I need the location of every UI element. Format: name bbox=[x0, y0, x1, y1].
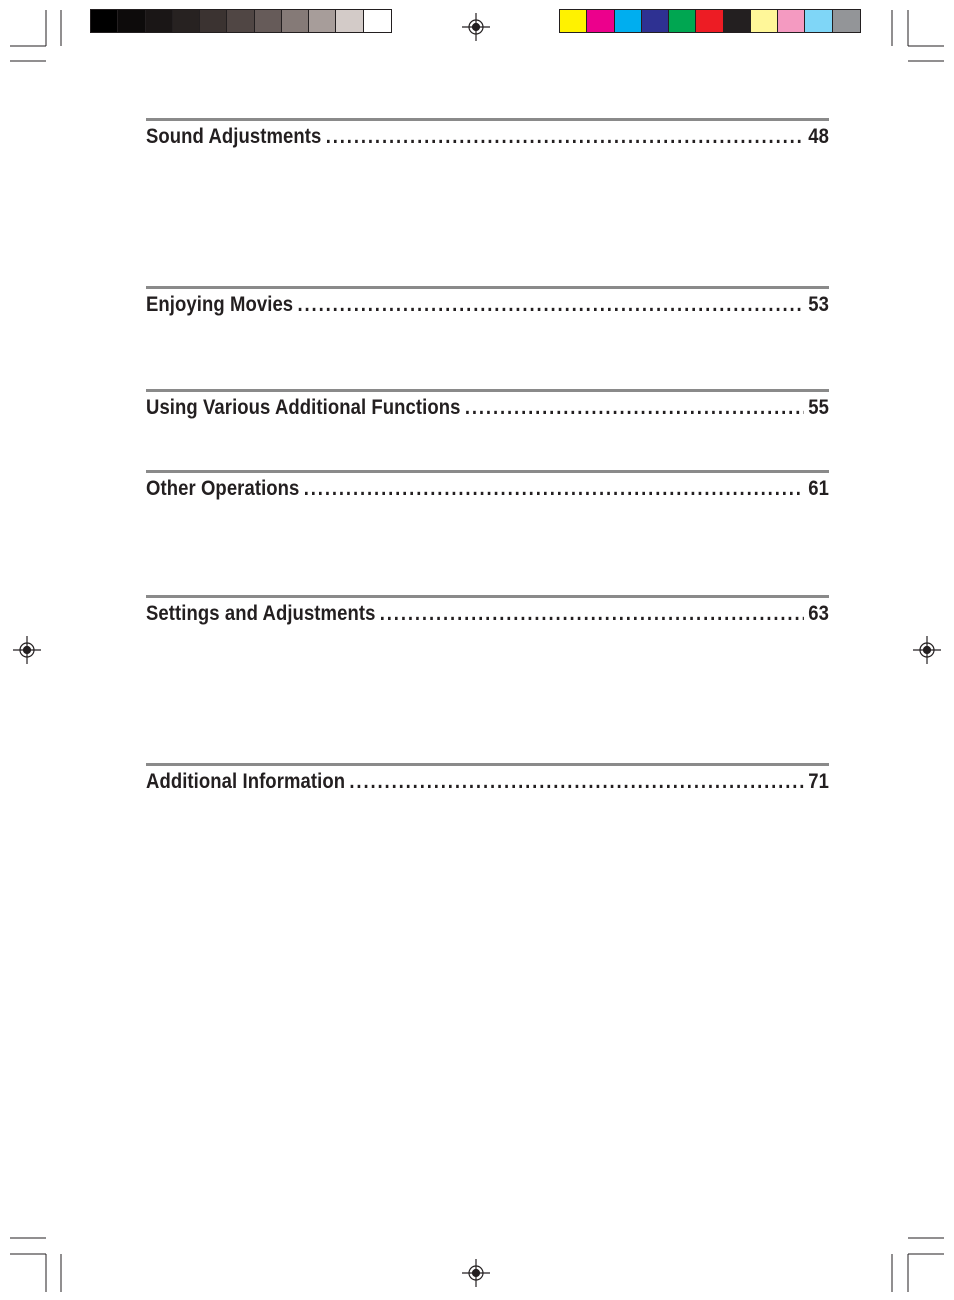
crop-marks bbox=[10, 10, 944, 1292]
registration-mark-bottom bbox=[462, 1259, 490, 1287]
section-rule bbox=[146, 286, 829, 289]
toc-entry-sound-adjustments[interactable] bbox=[146, 118, 829, 149]
gray-swatch bbox=[282, 10, 309, 32]
toc-entry-enjoying-movies[interactable] bbox=[146, 286, 829, 317]
toc-page-number: 63 bbox=[808, 601, 829, 625]
gray-swatch bbox=[118, 10, 145, 32]
section-rule bbox=[146, 389, 829, 392]
color-swatch bbox=[805, 10, 832, 32]
registration-mark-top bbox=[462, 13, 490, 41]
toc-page-number: 48 bbox=[808, 124, 829, 148]
gray-swatch bbox=[336, 10, 363, 32]
toc-entry-additional-information[interactable] bbox=[146, 763, 829, 794]
gray-swatch bbox=[227, 10, 254, 32]
toc-title: Settings and Adjustments bbox=[146, 601, 376, 625]
toc-page-number: 55 bbox=[808, 395, 829, 419]
gray-swatch bbox=[91, 10, 118, 32]
color-swatch bbox=[833, 10, 860, 32]
toc-entry-settings-and-adjustments[interactable] bbox=[146, 595, 829, 626]
toc-title: Using Various Additional Functions bbox=[146, 395, 461, 419]
toc-title: Enjoying Movies bbox=[146, 292, 294, 316]
dot-leader bbox=[297, 292, 803, 317]
process-color-bar bbox=[559, 9, 861, 33]
toc-entry-other-operations[interactable] bbox=[146, 470, 829, 501]
gray-swatch bbox=[364, 10, 391, 32]
color-swatch bbox=[751, 10, 778, 32]
grayscale-color-bar bbox=[90, 9, 392, 33]
section-rule bbox=[146, 470, 829, 473]
toc-title: Additional Information bbox=[146, 769, 346, 793]
gray-swatch bbox=[173, 10, 200, 32]
color-swatch bbox=[560, 10, 587, 32]
section-rule bbox=[146, 763, 829, 766]
gray-swatch bbox=[200, 10, 227, 32]
toc-page-number: 53 bbox=[808, 292, 829, 316]
toc-title: Sound Adjustments bbox=[146, 124, 322, 148]
toc-page-number: 71 bbox=[808, 769, 829, 793]
gray-swatch bbox=[255, 10, 282, 32]
dot-leader bbox=[349, 769, 804, 794]
color-swatch bbox=[587, 10, 614, 32]
section-rule bbox=[146, 595, 829, 598]
color-swatch bbox=[696, 10, 723, 32]
gray-swatch bbox=[146, 10, 173, 32]
dot-leader bbox=[465, 395, 804, 420]
color-swatch bbox=[778, 10, 805, 32]
color-swatch bbox=[724, 10, 751, 32]
toc-title: Other Operations bbox=[146, 476, 300, 500]
dot-leader bbox=[304, 476, 804, 501]
registration-mark-left bbox=[13, 636, 41, 664]
toc-entry-using-various-additional-functions[interactable] bbox=[146, 389, 829, 420]
toc-page-number: 61 bbox=[808, 476, 829, 500]
gray-swatch bbox=[309, 10, 336, 32]
color-swatch bbox=[615, 10, 642, 32]
registration-mark-right bbox=[913, 636, 941, 664]
dot-leader bbox=[326, 124, 804, 149]
section-rule bbox=[146, 118, 829, 121]
color-swatch bbox=[669, 10, 696, 32]
color-swatch bbox=[642, 10, 669, 32]
dot-leader bbox=[380, 601, 804, 626]
